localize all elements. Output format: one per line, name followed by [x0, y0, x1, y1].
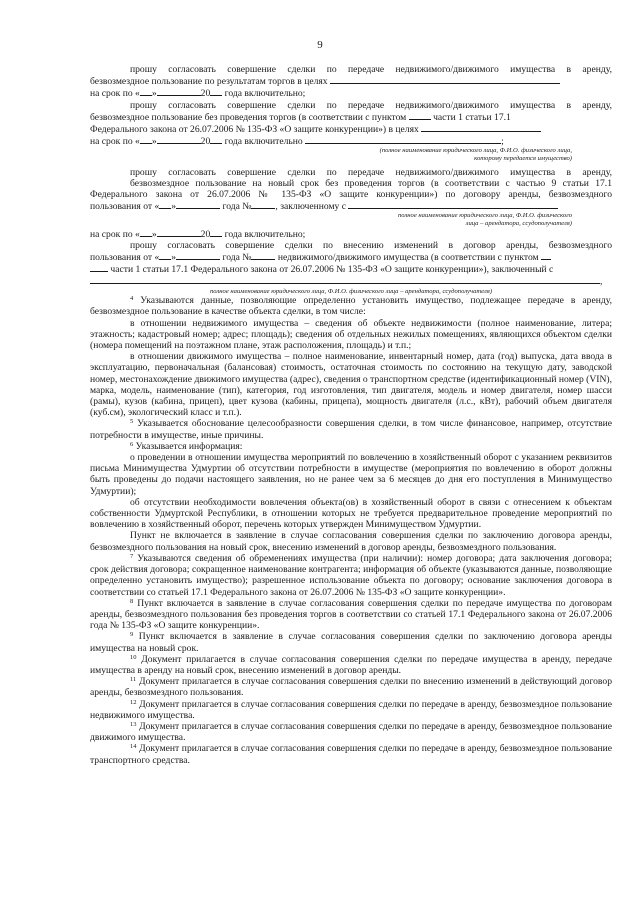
text-line: прошу согласовать совершение сделки по внесению изменений в договор аренды, безвозмездного: [130, 239, 612, 251]
blank-field: [251, 200, 275, 209]
footnote-text: в отношении недвижимого имущества – сведения об объекте недвижимости (полное наименование, литера; этажность; кадастровый номер; адрес; площадь); сведения об отдельных нежилых помещениях, являющихся объектом сделки (номера помещений на поэтажном плане, этаж расположения, площадь) и т.п.;: [90, 317, 612, 352]
footnote-10: $^{10}$ Документ прилагается в случае согласования совершения сделки по передаче имущества в аренду, передаче имущества в аренду на новый срок, внесению изменений в договор аренды.: [90, 653, 612, 676]
blank-field: [140, 87, 152, 96]
blank-field: [157, 228, 201, 237]
blank-field: [409, 111, 431, 120]
text-line: прошу согласовать совершение сделки по передаче недвижимого/движимого имущества в аренду,: [130, 99, 612, 111]
footnote-12: $^{12}$ Документ прилагается в случае согласования совершения сделки по передаче в аренду, безвозмездное пользование недвижимого имущества.: [90, 698, 612, 721]
blank-field: [159, 251, 171, 260]
footnotes: [90, 295, 612, 766]
page-number: 9: [317, 39, 323, 51]
footnote-9: $^9$ Пункт включается в заявление в случае согласования совершения сделки по заключению договора аренды имущества на новый срок.: [90, 631, 613, 654]
footnote-6: $^6$ Указывается информация:: [130, 440, 243, 452]
blank-field: [305, 135, 501, 144]
blank-field: [210, 135, 222, 144]
blank-field: [140, 135, 152, 144]
request-results-of-tender: [90, 64, 612, 100]
blank-field: [210, 87, 222, 96]
field-caption: полное наименование юридического лица, Ф.И.О. физического лица – арендатора, ссудополучателя): [209, 287, 493, 295]
blank-field: [90, 263, 108, 272]
term-line: на срок по « » 20 года включительно;: [90, 228, 306, 240]
footnote-text: в отношении движимого имущества – полное наименование, инвентарный номер, дата (год) выпуска, дата ввода в эксплуатацию, первоначальная (балансовая) стоимость, остаточная стоимость по состоянию на текущую дату, заводской номер, местонахождение движимого имущества (адрес), сведения о транспортном средстве (идентификационный номер (VIN), марка, модель, наименование (тип), категория, год изготовления, тип двигателя, модель и номер двигателя, номер шасси (рамы), кузов (кабина, прицеп), цвет кузова (кабины, прицепа), мощность двигателя (л.с., кВт), рабочий объем двигателя (куб.см), экологический класс и т.п.).: [90, 351, 612, 419]
blank-field: [176, 200, 220, 209]
blank-field: [157, 87, 201, 96]
footnote-4: $^4$ Указываются данные, позволяющие определенно установить имущество, подлежащее передаче в аренду, безвозмездное пользование в качестве объекта сделки, в том числе:: [90, 295, 612, 318]
blank-field: [348, 200, 558, 209]
request-amendment: [90, 240, 612, 295]
footnote-5: $^5$ Указывается обоснование целесообразности совершения сделки, в том числе финансовое, например, отсутствие потребности в имуществе, иные причины.: [90, 418, 612, 441]
text-line: пользования от « » года № , заключенному с: [90, 200, 612, 212]
blank-field: [421, 123, 541, 132]
blank-field: [176, 251, 220, 260]
text-line: безвозмездное пользование на новый срок без проведения торгов (в соответствии с частью 9 статьи 17.1: [130, 177, 612, 189]
footnote-text: о проведении в отношении имущества мероприятий по вовлечению в хозяйственный оборот с указанием реквизитов письма Минимущества Удмуртии об отсутствии потребности в имуществе (мероприятия по вовлечению в оборот должны быть проведены до подачи настоящего заявления, но не ранее чем за 6 месяцев до дня его поступления в Минимущество Удмуртии);: [90, 452, 612, 497]
text-line: безвозмездное пользование по результатам торгов в целях: [90, 75, 612, 87]
blank-field: [210, 228, 222, 237]
text-line: прошу согласовать совершение сделки по передаче недвижимого/движимого имущества в аренду,: [130, 64, 612, 75]
text-line: Федерального закона от 26.07.2006 № 135-ФЗ «О защите конкуренции») по договору аренды, безвозмездного: [90, 189, 612, 201]
blank-field: [330, 75, 560, 84]
blank-field: [251, 251, 275, 260]
footnote-11: $^{11}$ Документ прилагается в случае согласования совершения сделки по внесению изменений в действующий договор аренды, безвозмездного пользования.: [90, 676, 612, 699]
footnote-13: $^{13}$ Документ прилагается в случае согласования совершения сделки по передаче в аренду, безвозмездное пользование движимого имущества.: [90, 720, 612, 744]
text-line: части 1 статьи 17.1 Федерального закона от 26.07.2006 № 135-ФЗ «О защите конкуренции»), заключенный с: [90, 263, 612, 275]
blank-field: [159, 200, 171, 209]
footnote-7: $^7$ Указываются сведения об обременениях имущества (при наличии): номер договора; дата заключения договора; срок действия договора; сокращенное наименование контрагента; информация об объекте (указываются данные, позволяющие определенно установить имущество); разрешенное использование объекта по договору; основание заключения договора в соответствии со статьей 17.1 Федерального закона от 26.07.2006 № 135-ФЗ «О защите конкуренции».: [90, 552, 612, 598]
field-caption: полное наименование юридического лица, Ф.И.О. физического лица – арендатора, ссудополучателя): [397, 212, 572, 228]
text-line: прошу согласовать совершение сделки по передаче недвижимого/движимого имущества в аренду,: [130, 166, 612, 178]
footnote-8: $^8$ Пункт включается в заявление в случае согласования совершения сделки по передаче имущества по договорам аренды, безвозмездного пользования без проведения торгов в соответствии со статьей 17.1 Федерального закона от 26.07.2006 года № 135-ФЗ «О защите конкуренции».: [90, 597, 612, 632]
text-line: безвозмездное пользование без проведения торгов (в соответствии с пунктом части 1 статьи 17.1: [90, 111, 511, 123]
footnote-text: об отсутствии необходимости вовлечения объекта(ов) в хозяйственный оборот в связи с отнесением к объектам собственности Удмуртской Республики, в отношении которых не требуется предварительное проведение мероприятий по вовлечению в хозяйственный оборот, перечень которых утвержден Минимуществом Удмуртии.: [90, 496, 612, 531]
term-line: на срок по « » 20 года включительно ;: [90, 136, 504, 148]
blank-field: [157, 135, 201, 144]
text-line: ,: [90, 275, 612, 287]
footnote-14: $^{14}$ Документ прилагается в случае согласования совершения сделки по передаче в аренду, безвозмездное пользование транспортного средства.: [90, 743, 612, 766]
footnote-text: Пункт не включается в заявление в случае согласования совершения сделки по заключению договора аренды, безвозмездного пользования на новый срок, внесению изменений в договор аренды, безвозмездного пользования.: [90, 530, 612, 553]
field-caption: (полное наименование юридического лица, Ф.И.О. физического лица, которому передается имущество): [379, 147, 572, 163]
blank-field: [541, 251, 551, 260]
blank-field: [90, 275, 600, 284]
text-line: пользования от « » года № недвижимого/движимого имущества (в соответствии с пунктом: [90, 251, 612, 263]
text-line: Федерального закона от 26.07.2006 № 135-ФЗ «О защите конкуренции») в целях: [90, 123, 612, 135]
request-new-term: [90, 167, 612, 240]
request-without-tender: [90, 100, 612, 163]
blank-field: [140, 228, 152, 237]
term-line: на срок по « » 20 года включительно;: [90, 88, 306, 100]
